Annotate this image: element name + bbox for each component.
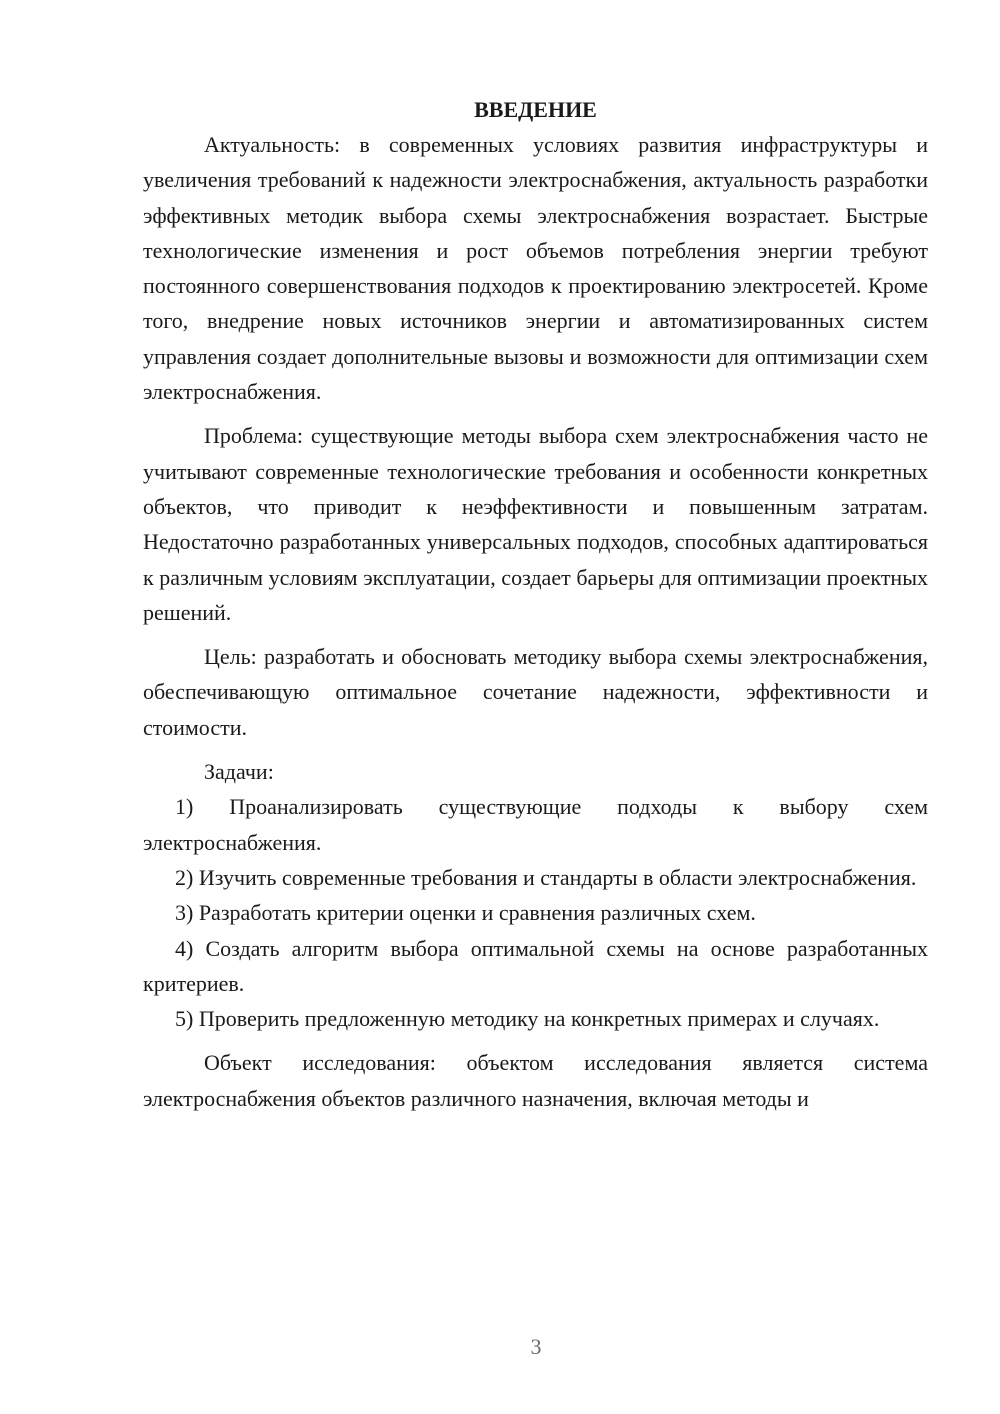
section-heading: ВВЕДЕНИЕ (474, 97, 597, 122)
task-item-3: 3) Разработать критерии оценки и сравнения различных схем. (175, 900, 756, 926)
document-page (143, 92, 928, 1116)
object-paragraph: Объект исследования: объектом исследования является система электроснабжения объектов различного назначения, включая методы и (143, 1050, 928, 1111)
task-item-4: 4) Создать алгоритм выбора оптимальной схемы на основе разработанных критериев. (143, 935, 928, 996)
page-number: 3 (530, 1334, 542, 1359)
relevance-paragraph: Актуальность: в современных условиях развития инфраструктуры и увеличения требований к надежности электроснабжения, актуальность разработки эффективных методик выбора схемы электроснабжения возрастает. Быстрые технологические изменения и рост объемов потребления энергии требуют постоянного совершенствования подходов к проектированию электросетей. Кроме того, внедрение новых источников энергии и автоматизированных систем управления создает дополнительные вызовы и возможности для оптимизации схем электроснабжения. (143, 132, 928, 405)
task-item-1: 1) Проанализировать существующие подходы к выбору схем электроснабжения. (143, 794, 928, 855)
goal-paragraph: Цель: разработать и обосновать методику выбора схемы электроснабжения, обеспечивающую оптимальное сочетание надежности, эффективности и стоимости. (143, 644, 928, 740)
problem-paragraph: Проблема: существующие методы выбора схем электроснабжения часто не учитывают современные технологические требования и особенности конкретных объектов, что приводит к неэффективности и повышенным затратам. Недостаточно разработанных универсальных подходов, способных адаптироваться к различным условиям эксплуатации, создает барьеры для оптимизации проектных решений. (143, 423, 928, 625)
task-item-2: 2) Изучить современные требования и стандарты в области электроснабжения. (175, 864, 917, 890)
tasks-label: Задачи: (204, 759, 274, 785)
task-item-5: 5) Проверить предложенную методику на конкретных примерах и случаях. (175, 1006, 880, 1032)
